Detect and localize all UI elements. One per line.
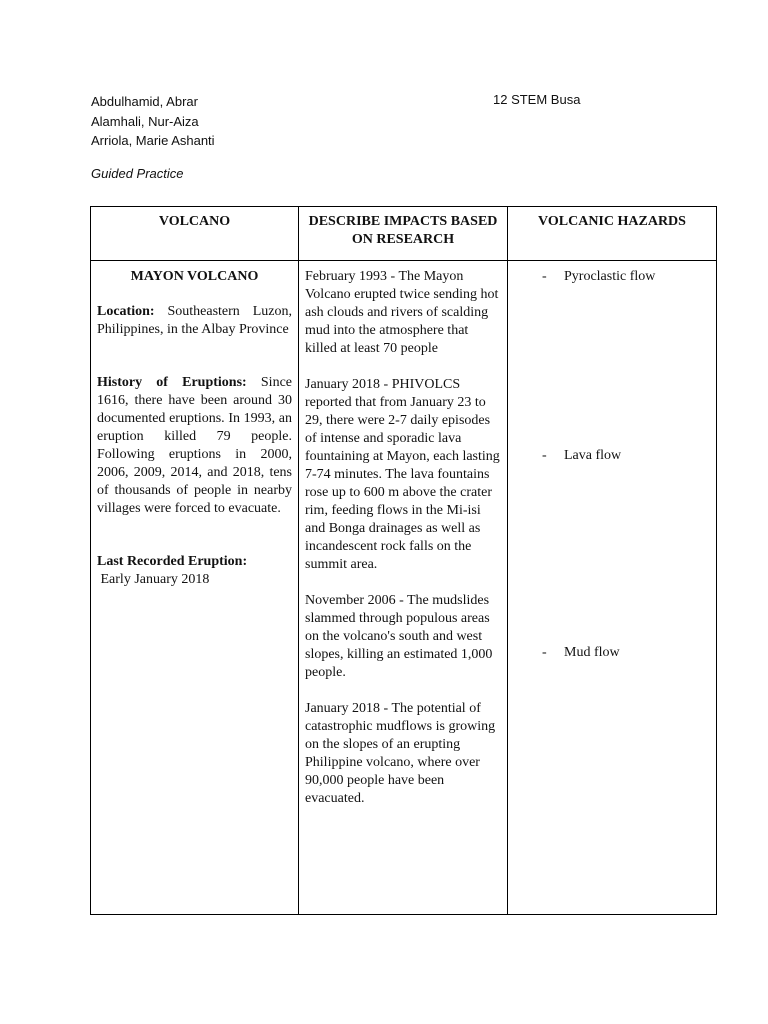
student-names [91,92,215,151]
last-eruption-label: Last Recorded Eruption: [97,554,248,569]
header-impacts: DESCRIBE IMPACTS BASED ON RESEARCH [299,207,508,261]
volcano-name: MAYON VOLCANO [130,269,259,284]
hazard-item [542,644,620,662]
impact-entry: January 2018 - The potential of catastrophic mudflows is growing on the slopes of an erupting Philippine volcano, where over 90,000 people have been evacuated. [305,701,496,806]
location-text: Southeastern Luzon, Philippines, in the Albay Province [97,304,292,337]
hazard-label: Pyroclastic flow [564,269,656,284]
volcano-cell [91,261,299,915]
history-paragraph [97,374,292,518]
header-volcano: VOLCANO [91,207,299,261]
impact-entry: November 2006 - The mudslides slammed through populous areas on the volcano's south and west slopes, killing an estimated 1,000 people. [305,593,493,680]
volcano-table [90,206,717,915]
table-header-row [91,207,717,261]
impacts-cell [299,261,508,915]
last-eruption-text: Early January 2018 [100,572,210,587]
student-name: Arriola, Marie Ashanti [91,133,215,148]
student-name: Alamhali, Nur-Aiza [91,113,199,129]
impact-entry: February 1993 - The Mayon Volcano erupted twice sending hot ash clouds and rivers of scalding mud into the atmosphere that killed at least 70 people [305,269,499,356]
location-label: Location: [97,304,155,319]
hazard-item [542,447,621,465]
last-eruption-paragraph [97,553,292,589]
class-section: 12 STEM Busa [493,92,581,107]
hazard-label: Mud flow [564,645,620,660]
student-name: Abdulhamid, Abrar [91,94,198,109]
header-hazards: VOLCANIC HAZARDS [508,207,717,261]
history-text: Since 1616, there have been around 30 documented eruptions. In 1993, an eruption killed 79 people. Following eruptions in 2000, 2006, 2009, 2014, and 2018, tens of thousands of people in nearby villages were forced to evacuate. [97,375,292,516]
bullet-dash: - [542,269,547,284]
hazard-label: Lava flow [564,448,622,463]
history-label: History of Eruptions: [97,375,247,390]
bullet-dash: - [542,645,547,660]
hazard-item [542,268,655,286]
bullet-dash: - [542,448,547,463]
table-row [91,261,717,915]
location-paragraph [97,303,292,339]
hazards-cell [508,261,717,915]
activity-title: Guided Practice [91,166,184,181]
impact-entry: January 2018 - PHIVOLCS reported that from January 23 to 29, there were 2-7 daily episodes of intense and sporadic lava fountaining at Mayon, each lasting 7-74 minutes. The lava fountains rose up to 600 m above the crater rim, feeding flows in the Mi-isi and Bonga drainages as well as incandescent rock falls on the summit area. [305,377,500,572]
